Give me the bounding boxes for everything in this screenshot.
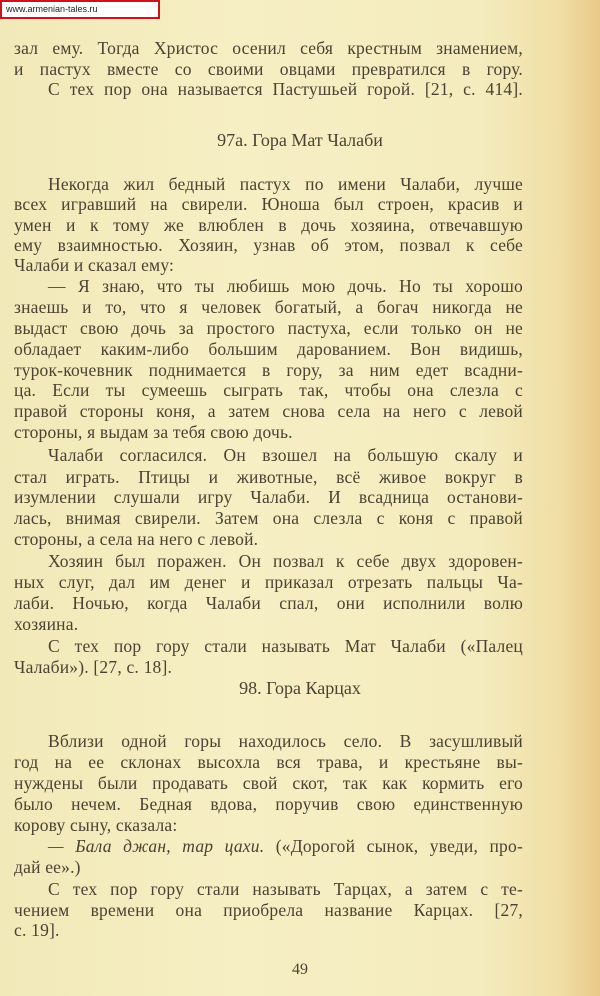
text-line: выдаст свою дочь за простого пастуха, если только он не bbox=[14, 318, 523, 338]
text-line: С тех пор гору стали называть Тарцах, а затем с те- bbox=[48, 879, 523, 899]
text-line: ных слуг, дал им денег и приказал отрезать пальцы Ча- bbox=[14, 572, 523, 592]
section-heading-97a: 97а. Гора Мат Чалаби bbox=[217, 130, 383, 150]
text-line: Некогда жил бедный пастух по имени Чалаби, лучше bbox=[48, 174, 523, 194]
text-line: стал играть. Птицы и животные, всё живое вокруг в bbox=[14, 467, 523, 487]
watermark-url: www.armenian-tales.ru bbox=[0, 0, 160, 19]
text-line: и пастух вместе со своими овцами превратился в гору. bbox=[14, 59, 523, 79]
text-line: С тех пор она называется Пастушьей горой. [21, с. 414]. bbox=[48, 79, 523, 99]
text-line: турок-кочевник поднимается в гору, за ним едет всадни- bbox=[14, 360, 523, 380]
text-line: — Я знаю, что ты любишь мою дочь. Но ты хорошо bbox=[48, 276, 523, 296]
text-line: всех игравший на свирели. Юноша был строен, красив и bbox=[14, 194, 523, 214]
text-line: зал ему. Тогда Христос осенил себя крестным знамением, bbox=[14, 38, 523, 58]
section-heading-98: 98. Гора Карцах bbox=[239, 678, 361, 698]
text-line: лаби. Ночью, когда Чалаби спал, они исполнили волю bbox=[14, 593, 523, 613]
text-line: знаешь и то, что я человек богатый, а богач никогда не bbox=[14, 297, 523, 317]
text-line: С тех пор гору стали называть Мат Чалаби («Палец bbox=[48, 636, 523, 656]
text-line: правой стороны коня, а затем снова села на него с левой bbox=[14, 401, 523, 421]
text-line: нуждены были продавать свой скот, так как кормить его bbox=[14, 773, 523, 793]
text-fragment: («Дорогой сынок, уведи, про- bbox=[264, 836, 523, 856]
text-line bbox=[48, 836, 523, 856]
text-line: Чалаби»). [27, с. 18]. bbox=[14, 657, 173, 677]
text-line: с. 19]. bbox=[14, 920, 60, 940]
text-line: Чалаби и сказал ему: bbox=[14, 255, 175, 275]
text-line: было нечем. Бедная вдова, поручив свою единственную bbox=[14, 794, 523, 814]
text-line: изумлении слушали игру Чалаби. И всадница останови- bbox=[14, 487, 523, 507]
page-number: 49 bbox=[292, 961, 308, 978]
text-line: Вблизи одной горы находилось село. В засушливый bbox=[48, 731, 523, 751]
text-line: стороны, а села на него с левой. bbox=[14, 529, 259, 549]
text-line: ца. Если ты сумеешь сыграть так, чтобы она слезла с bbox=[14, 380, 523, 400]
text-line: чением времени она приобрела название Карцах. [27, bbox=[14, 900, 523, 920]
text-line: корову сыну, сказала: bbox=[14, 815, 178, 835]
text-line: обладает каким-либо большим дарованием. Вон видишь, bbox=[14, 339, 523, 359]
text-line: год на ее склонах высохла вся трава, и крестьяне вы- bbox=[14, 752, 523, 772]
text-line: дай ее».) bbox=[14, 857, 81, 877]
italic-phrase: — Бала джан, тар цахи. bbox=[48, 836, 265, 856]
text-line: лась, внимая свирели. Затем она слезла с коня с правой bbox=[14, 508, 523, 528]
text-line: ему взаимностью. Хозяин, узнав об этом, позвал к себе bbox=[14, 235, 523, 255]
text-line: Хозяин был поражен. Он позвал к себе двух здоровен- bbox=[48, 551, 523, 571]
text-line: умен и к тому же влюблен в дочь хозяина, отвечавшую bbox=[14, 215, 523, 235]
text-line: стороны, я выдам за тебя свою дочь. bbox=[14, 422, 293, 442]
text-line: хозяина. bbox=[14, 614, 79, 634]
text-line: Чалаби согласился. Он взошел на большую скалу и bbox=[48, 445, 523, 465]
